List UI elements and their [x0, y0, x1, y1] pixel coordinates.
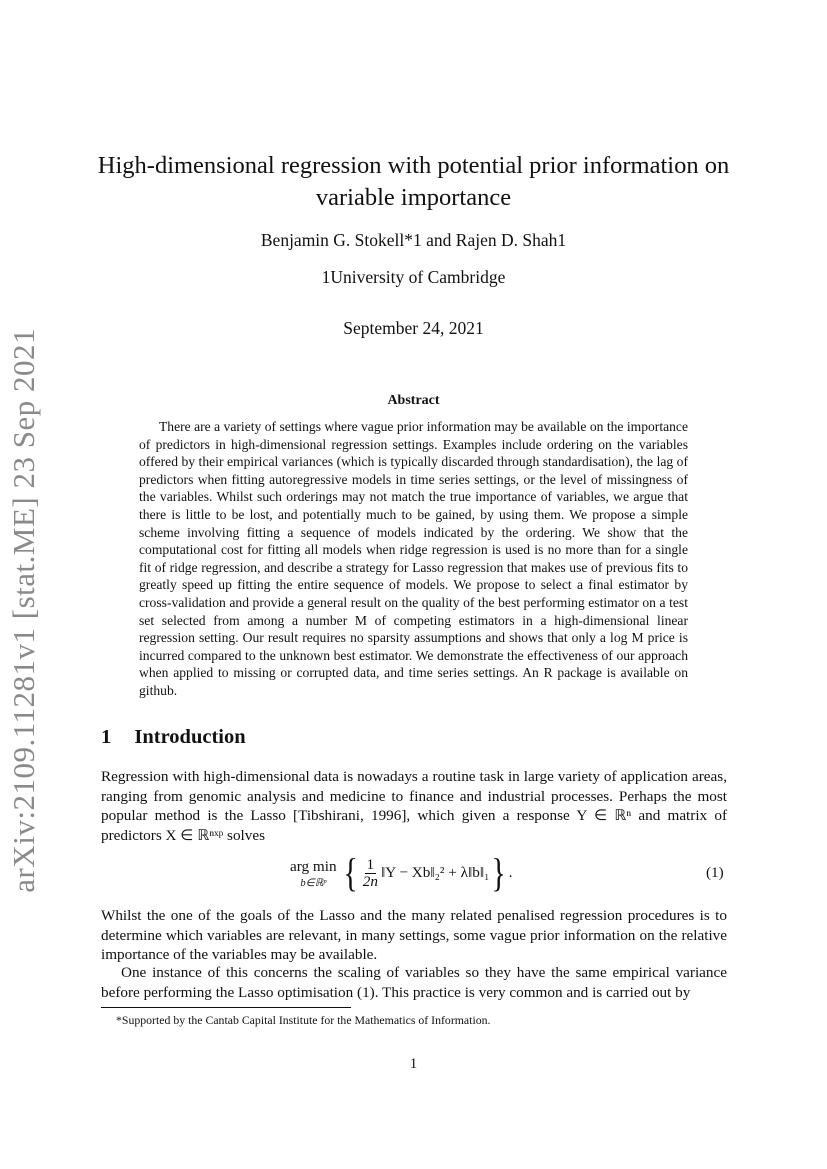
paragraph-goals: Whilst the one of the goals of the Lasso and the many related penalised regression procedures is to determine which variables are relevant, in many settings, some vague prior information on the relative importance of the variables may be available.	[101, 907, 727, 963]
lasso-equation	[290, 850, 512, 896]
equation-number: (1)	[706, 864, 724, 881]
section-number: 1	[101, 726, 112, 748]
date: September 24, 2021	[343, 318, 484, 338]
abstract-heading: Abstract	[387, 393, 440, 408]
author-line: Benjamin G. Stokell*1 and Rajen D. Shah1	[260, 230, 567, 250]
fraction-denominator: 2n	[362, 872, 378, 890]
argmin-operator	[290, 858, 337, 889]
right-brace: }	[491, 850, 507, 895]
equation-body: ‖Y − Xb‖₂² + λ‖b‖₁	[380, 864, 490, 881]
argmin-text: arg min	[290, 857, 337, 875]
left-brace: {	[342, 850, 358, 895]
footnote: *Supported by the Cantab Capital Institute for the Mathematics of Information.	[116, 1013, 491, 1027]
section-heading	[101, 726, 246, 749]
paragraph-scaling: One instance of this concerns the scaling of variables so they have the same empirical variance before performing the Lasso optimisation (1). This practice is very common and is carried out by	[101, 964, 727, 1001]
equation-trailing: .	[508, 864, 513, 881]
abstract-text: There are a variety of settings where vague prior information may be available on the importance of predictors in high-dimensional regression settings. Examples include ordering on the variables offered by their empirical variances (which is typically discarded through standardisation), the lag of predictors when fitting autoregressive models in time series settings, or the level of missingness of the variables. Whilst such orderings may not match the true importance of variables, we argue that there is little to be lost, and potentially much to be gained, by using them. We propose a simple scheme involving fitting a sequence of models indicated by the ordering. We show that the computational cost for fitting all models when ridge regression is used is no more than for a single fit of ridge regression, and describe a strategy for Lasso regression that makes use of previous fits to greatly speed up fitting the entire sequence of models. We propose to select a final estimator by cross-validation and provide a general result on the quality of the best performing estimator on a test set selected from among a number M of competing estimators in a high-dimensional linear regression setting. Our result requires no sparsity assumptions and shows that only a log M price is incurred compared to the unknown best estimator. We demonstrate the effectiveness of our approach when applied to missing or corrupted data, and time series settings. An R package is available on github.	[139, 419, 688, 698]
footnote-rule	[101, 1007, 351, 1008]
arxiv-id-text: arXiv:2109.11281v1 [stat.ME] 23 Sep 2021	[6, 327, 41, 893]
paper-title: High-dimensional regression with potential prior information on variable importance	[97, 152, 730, 211]
arxiv-identifier	[4, 327, 44, 893]
argmin-subscript: b∈ℝᵖ	[300, 877, 327, 889]
paragraph-intro: Regression with high-dimensional data is nowadays a routine task in large variety of application areas, ranging from genomic analysis and medicine to finance and industrial processes. Perhaps the most popular method is the Lasso [Tibshirani, 1996], which given a response Y ∈ ℝⁿ and matrix of predictors X ∈ ℝⁿˣᵖ solves	[101, 768, 727, 844]
page-number: 1	[409, 1056, 418, 1072]
fraction	[363, 857, 378, 890]
section-title: Introduction	[134, 726, 246, 748]
affiliation: 1University of Cambridge	[321, 267, 506, 287]
fraction-numerator: 1	[366, 855, 375, 873]
